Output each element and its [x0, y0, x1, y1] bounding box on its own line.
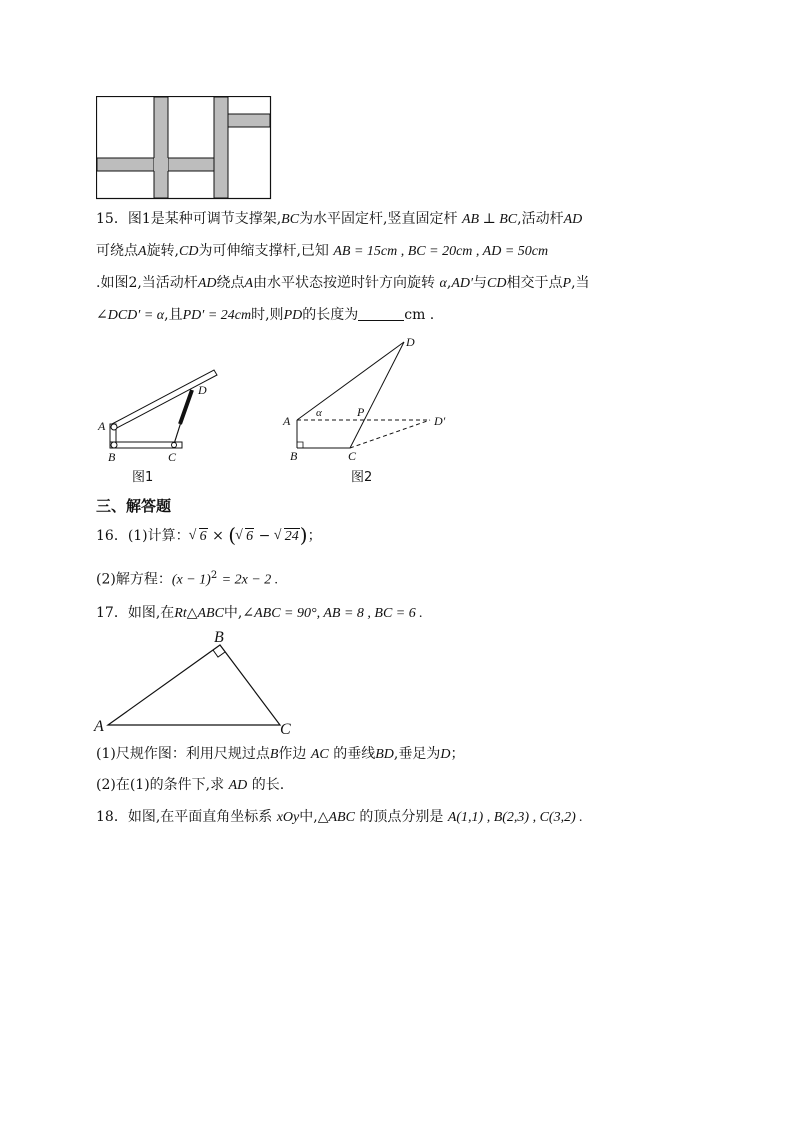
sqrt-24 — [275, 527, 300, 547]
q17-math: AD — [228, 778, 248, 793]
fig2-label-Dprime: D′ — [434, 414, 446, 428]
q17-label-C: C — [280, 721, 291, 738]
answer-blank[interactable] — [358, 306, 404, 321]
q17-math: ∠ABC = 90°, AB = 8 , BC = 6 . — [242, 606, 423, 621]
q15-line-2 — [96, 241, 548, 262]
fig1-label-A: A — [98, 419, 106, 433]
q17-sub-2 — [96, 775, 284, 796]
q17-sub-1 — [96, 744, 464, 765]
q15-text: ,且 — [164, 307, 183, 323]
q18-math: A(1,1) , B(2,3) , C(3,2) . — [447, 810, 583, 825]
q16-part-1 — [96, 525, 322, 547]
q15-text: 相交于点 — [506, 275, 563, 291]
figure-1 — [96, 362, 226, 462]
q17-stem — [96, 603, 423, 624]
fig1-label-D: D — [198, 383, 207, 397]
q17-text: 作边 — [278, 746, 307, 762]
q16-text: 16．(1)计算： — [96, 528, 190, 544]
q16-math: (x − 1) — [171, 572, 211, 588]
q17-math: D — [440, 747, 451, 762]
paren-close: ) — [299, 523, 308, 547]
q15-text: 由水平状态按逆时针方向旋转 — [253, 275, 436, 291]
q16-text: (2)解方程： — [96, 571, 172, 588]
times-sign: × — [212, 528, 224, 544]
fig2-label-A: A — [283, 414, 291, 428]
q17-label-B: B — [214, 629, 224, 646]
fig2-label-P: P — [357, 405, 365, 419]
q15-text: 为可伸缩支撑杆,已知 — [198, 243, 329, 259]
q15-text: ,当 — [571, 275, 590, 291]
q15-text: , — [446, 275, 452, 291]
q15-text: 的长度为 — [302, 307, 359, 323]
q17-text: 的长. — [251, 777, 285, 793]
fig1-label-B: B — [108, 450, 116, 462]
q18-text: 的顶点分别是 — [359, 809, 444, 825]
minus-sign: − — [258, 528, 271, 544]
q17-triangle-figure — [92, 626, 302, 738]
radicand: 6 — [199, 529, 207, 544]
q15-math: AD — [197, 276, 217, 291]
fig1-label-C: C — [168, 450, 177, 462]
q17-text: 17．如图,在 — [96, 605, 175, 621]
q15-line-3 — [96, 273, 590, 294]
q15-math: PD′ = 24cm — [182, 308, 252, 323]
fig2-label-alpha: α — [316, 407, 322, 419]
q15-text: 15．图1是某种可调节支撑架, — [96, 211, 282, 227]
q15-math: A — [138, 244, 147, 259]
q15-text: 旋转, — [146, 243, 180, 259]
q16-part-2 — [96, 566, 278, 591]
q16-math: = 2x − 2 . — [221, 572, 279, 588]
paren-open: ( — [228, 523, 237, 547]
q15-math: A — [244, 276, 254, 291]
fig1-caption: 图1 — [132, 470, 154, 485]
fig2-caption: 图2 — [351, 470, 373, 485]
q17-text: ,垂足为 — [393, 746, 441, 762]
q15-text: 可绕点 — [96, 243, 138, 259]
q15-math: α — [439, 276, 447, 291]
q15-text: .如图2,当活动杆 — [96, 275, 198, 291]
sqrt-6 — [190, 527, 208, 547]
q17-text: (1)尺规作图：利用尺规过点 — [96, 746, 270, 762]
section-heading: 三、解答题 — [96, 497, 172, 515]
q15-math: AD — [563, 212, 583, 227]
q15-math: AB = 15cm , BC = 20cm , AD = 50cm — [333, 244, 549, 259]
radicand: 24 — [284, 529, 299, 544]
q17-math: B — [269, 747, 279, 762]
q15-line-4 — [96, 305, 434, 326]
q15-math: ∠DCD′ = α — [96, 308, 165, 323]
q15-math: P — [562, 276, 572, 291]
q15-text: cm . — [404, 307, 435, 323]
q17-label-A: A — [94, 718, 104, 735]
q17-math: BD — [375, 747, 394, 762]
figure-2 — [280, 332, 460, 464]
q17-math: AC — [310, 747, 329, 762]
q18-text: 18．如图,在平面直角坐标系 — [96, 809, 273, 825]
q15-text: 为水平固定杆,竖直固定杆 — [299, 211, 458, 227]
fig2-label-B: B — [290, 449, 298, 463]
q15-math: AD′ — [451, 276, 474, 291]
q17-text: ； — [450, 746, 465, 762]
q18-math: △ABC — [317, 810, 355, 825]
q15-math: BC — [281, 212, 300, 227]
q15-line-1 — [96, 209, 582, 230]
q17-text: 的垂线 — [333, 746, 376, 762]
q15-text: 时,则 — [251, 307, 284, 323]
sqrt-6b — [236, 527, 254, 547]
q17-text: 中, — [223, 605, 243, 621]
road-grid-figure — [96, 96, 272, 200]
radicand: 6 — [246, 529, 254, 544]
fig2-label-D: D — [406, 335, 415, 349]
q15-math: PD — [283, 308, 303, 323]
q15-text: 绕点 — [216, 275, 245, 291]
q18-text: 中, — [299, 809, 318, 825]
q16-text: ； — [307, 528, 322, 544]
q15-text: ,活动杆 — [517, 211, 564, 227]
q15-math: CD — [487, 276, 507, 291]
exponent: 2 — [210, 570, 218, 581]
q15-math: AB ⊥ BC — [461, 212, 518, 227]
q17-text: (2)在(1)的条件下,求 — [96, 777, 225, 793]
q15-math: CD — [179, 244, 199, 259]
q17-math: Rt△ABC — [174, 606, 224, 621]
q15-text: 与 — [473, 275, 488, 291]
q18-stem — [96, 807, 583, 828]
fig2-label-C: C — [348, 449, 357, 463]
q18-math: xOy — [276, 810, 300, 825]
